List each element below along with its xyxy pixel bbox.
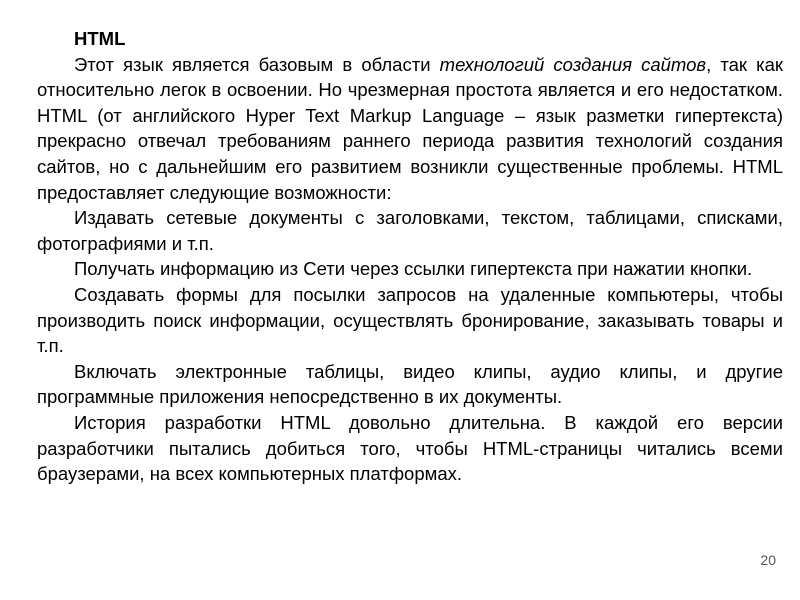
capability-item-forms: Создавать формы для посылки запросов на удаленные компьютеры, чтобы производить поиск информации, осуществлять бронирование, заказывать товары и т.п. bbox=[37, 283, 783, 357]
page-number: 20 bbox=[760, 552, 776, 568]
capability-item-retrieve: Получать информацию из Сети через ссылки гипертекста при нажатии кнопки. bbox=[74, 258, 753, 280]
intro-paragraph bbox=[37, 52, 783, 206]
slide-title: HTML bbox=[74, 28, 126, 49]
capability-item-publish: Издавать сетевые документы с заголовками, текстом, таблицами, списками, фотографиями и т.п. bbox=[37, 207, 783, 254]
intro-text-part2: , так как относительно легок в освоении. Но чрезмерная простота является и его недостатком. HTML (от английского Hyper Text Markup Language – язык разметки гипертекста) прекрасно отвечал требованиям раннего периода развития технологий создания сайтов, но с дальнейшим его развитием возникли существенные проблемы. HTML предоставляет следующие возможности: bbox=[37, 53, 784, 203]
slide-content bbox=[37, 26, 783, 487]
intro-text-part1: Этот язык является базовым в области bbox=[74, 53, 440, 75]
history-paragraph: История разработки HTML довольно длительна. В каждой его версии разработчики пытались добиться того, чтобы HTML-страницы читались всеми браузерами, на всех компьютерных платформах. bbox=[37, 411, 783, 485]
intro-italic-phrase: технологий создания сайтов bbox=[439, 53, 707, 75]
capability-item-embed: Включать электронные таблицы, видео клипы, аудио клипы, и другие программные приложения непосредственно в их документы. bbox=[37, 360, 783, 408]
